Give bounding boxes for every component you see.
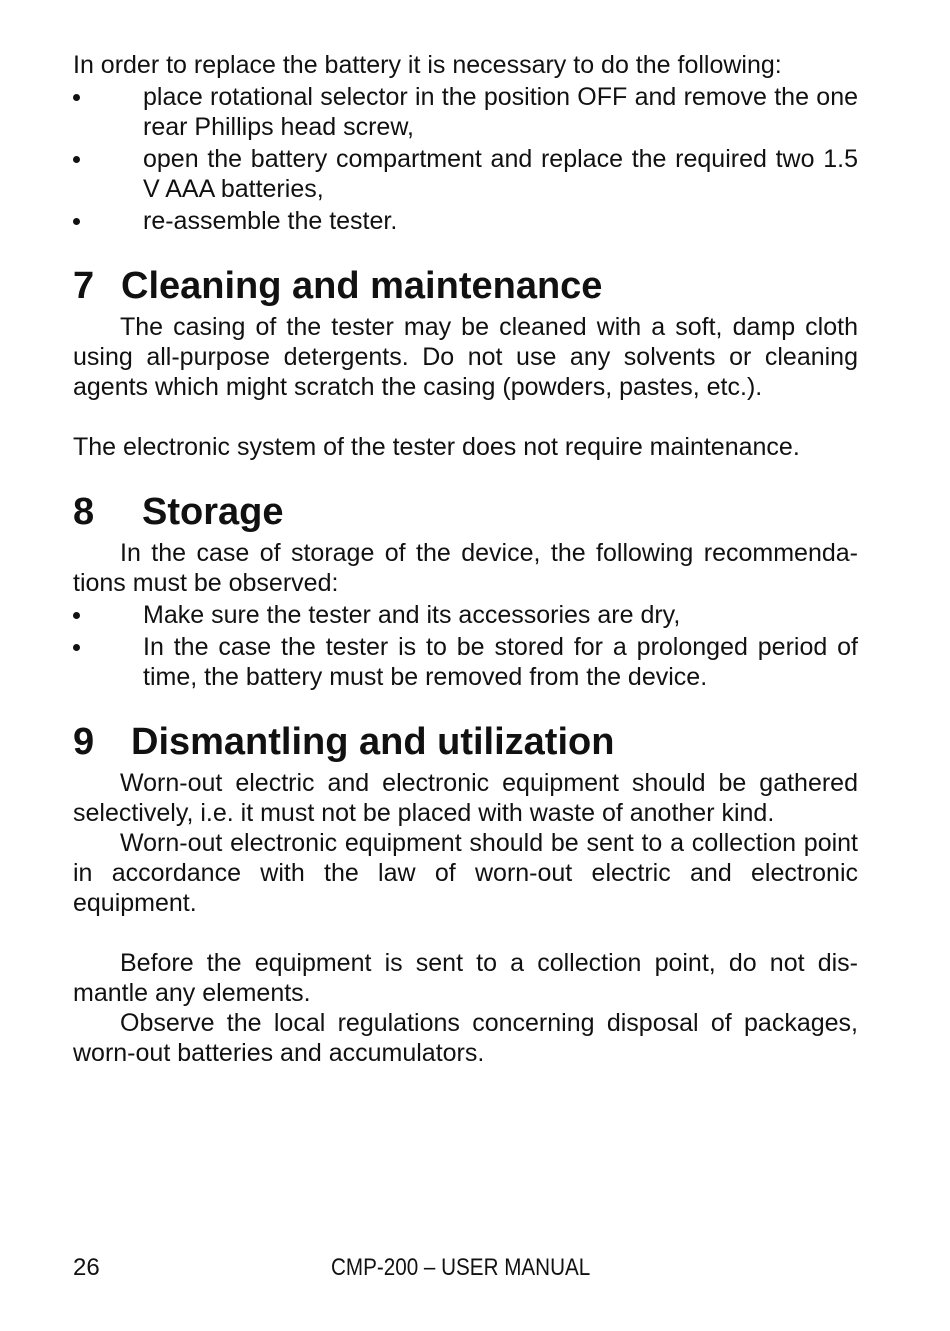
bullet-icon <box>73 632 93 651</box>
section-number: 7 <box>73 265 95 307</box>
bullet-icon <box>73 206 93 225</box>
list-item <box>73 632 858 692</box>
bullet-icon <box>73 600 93 619</box>
battery-steps-list <box>73 82 858 236</box>
list-item <box>73 600 858 630</box>
section-title: Storage <box>142 491 284 533</box>
section-title: Cleaning and maintenance <box>121 265 603 307</box>
section-7-paragraph-2: The electronic system of the tester does not require maintenance. <box>73 433 800 461</box>
section-8-heading <box>73 490 858 534</box>
section-9-paragraph-1: Worn-out electric and electronic equipment should be gathered selectively, i.e. it must not be placed with waste of another kind. <box>73 769 858 827</box>
section-9-paragraph-2: Worn-out electronic equipment should be sent to a collection point in accordance with the law of worn-out electric and electronic equipment. <box>73 829 858 917</box>
section-7-paragraph-1: The casing of the tester may be cleaned with a soft, damp cloth using all-purpose detergents. Do not use any solvents or cleaning agents which might scratch the casing (powders, pastes, etc.). <box>73 313 858 401</box>
section-9-paragraph-4: Observe the local regulations concerning disposal of packages, worn-out batteries and accumulators. <box>73 1009 858 1067</box>
list-item <box>73 144 858 204</box>
list-item <box>73 206 858 236</box>
bullet-icon <box>73 144 93 163</box>
storage-list <box>73 600 858 692</box>
list-item-text: re-assemble the tester. <box>143 207 398 235</box>
section-9-paragraph-3: Before the equipment is sent to a collection point, do not dis-mantle any elements. <box>73 949 858 1007</box>
list-item-text: Make sure the tester and its accessories are dry, <box>143 601 681 629</box>
list-item-text: In the case the tester is to be stored for a prolonged period of time, the battery must be removed from the device. <box>143 633 858 691</box>
section-8-intro: In the case of storage of the device, the following recommenda-tions must be observed: <box>73 539 858 597</box>
bullet-icon <box>73 82 93 101</box>
list-item <box>73 82 858 142</box>
section-number: 9 <box>73 721 95 763</box>
page-footer <box>73 1252 858 1284</box>
section-number: 8 <box>73 491 95 533</box>
page-number: 26 <box>73 1254 100 1281</box>
battery-intro: In order to replace the battery it is necessary to do the following: <box>73 51 782 79</box>
section-9-heading <box>73 720 858 764</box>
page-content <box>73 50 858 1068</box>
section-7-heading <box>73 264 858 308</box>
manual-title: CMP-200 – USER MANUAL <box>331 1254 591 1281</box>
section-title: Dismantling and utilization <box>131 721 615 763</box>
list-item-text: open the battery compartment and replace the required two 1.5 V AAA batteries, <box>143 145 858 203</box>
list-item-text: place rotational selector in the position OFF and remove the one rear Phillips head screw, <box>143 83 858 141</box>
